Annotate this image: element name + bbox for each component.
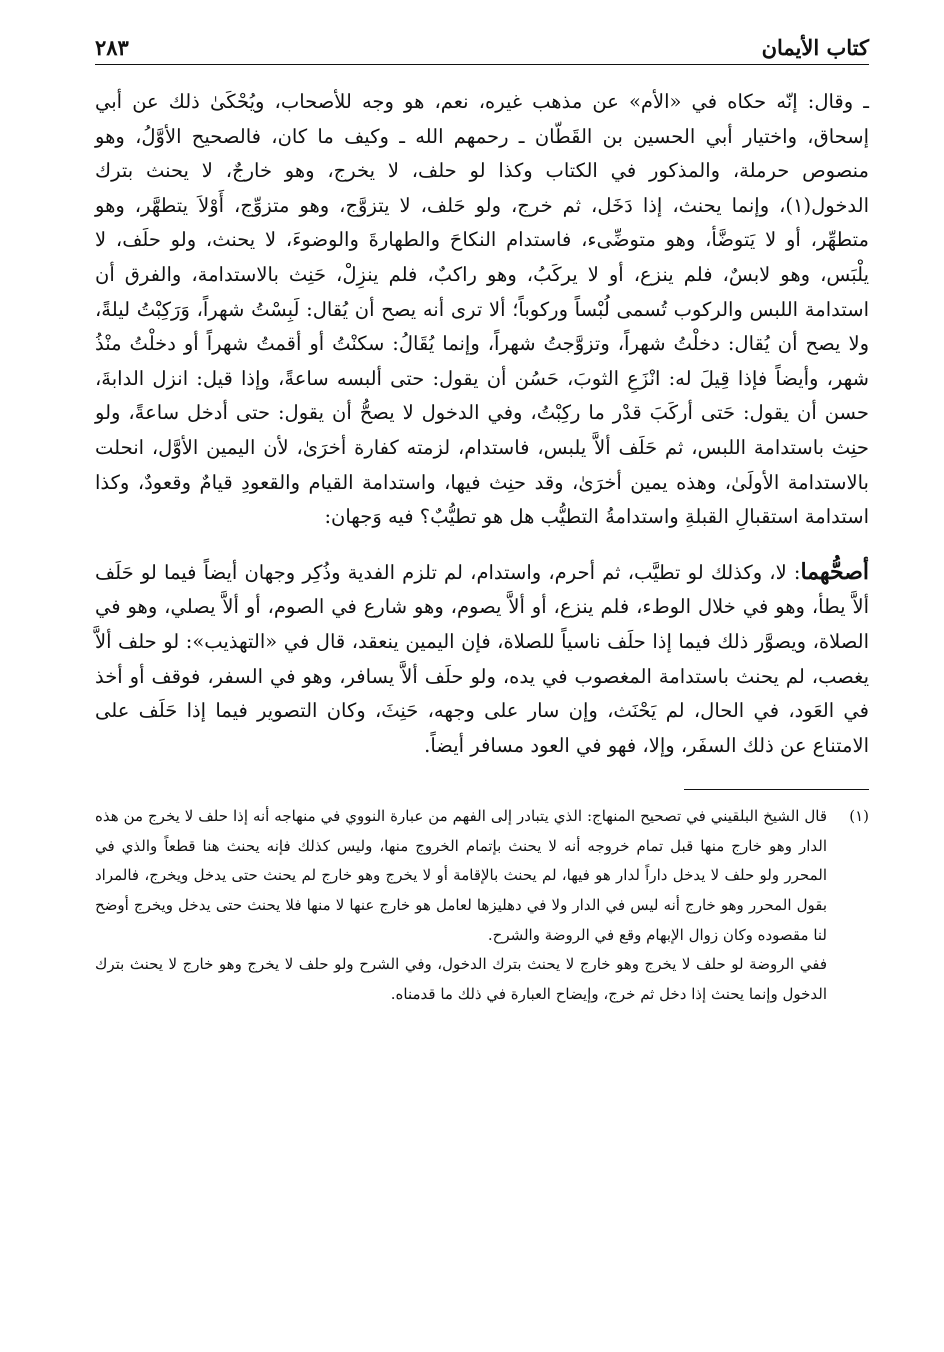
footnote-separator: [684, 789, 869, 790]
paragraph-text: ـ وقال: إنّه حكاه في «الأم» عن مذهب غيره، نعم، هو وجه للأصحاب، ويُحْكَىٰ ذلك عن أبي إسحاق، واختيار أبي الحسين بن القَطّان ـ رحمهم الله ـ وكيف ما كان، فالصحيح الأوَّلُ، وهو منصوص حرملة، والمذكور في الكتاب وكذا لو حلف، لا يخرج، وهو خارجٌ، لا يحنث بترك الدخول(١)، وإنما يحنث، إذا دَخَل، ثم خرج، ولو حَلف، لا يتزوَّج، وهو متزوِّج، أَوْلاَ يتطهَّر، وهو متطهِّر، أو لا يَتوضَّأ، وهو متوضِّىء، فاستدام النكاحَ والطهارةَ والوضوءَ، لا يحنث، ولو حلَف، لا يلْبَس، وهو لابسٌ، فلم ينزع، أو لا يركَبُ، وهو راكبٌ، فلم ينزِلْ، حَنِث بالاستدامة، والفرق أن استدامة اللبس والركوب تُسمى لُبْساً وركوباً؛ ألا ترى أنه يصح أن يُقال: لَبِسْتُ شهراً، وَرَكِبْتُ ليلةً، ولا يصح أن يُقال: دخلْتُ شهراً، وتزوَّجتُ شهراً، وإنما يُقَالُ: سكنْتُ أو أقمتُ شهراً أو دخلْتُ منْذُ شهر، وأيضاً فإذا قِيلَ له: انْزَعِ الثوبَ، حَسُن أن يقول: حتى ألبسه ساعةً، وإذا قيل: انزل الدابةَ، حسن أن يقول: حَتى أركَبَ قدْر ما ركِبْتُ، وفي الدخول لا يصحُّ أن يقول: حتى أدخل ساعةً، ولو حنِث باستدامة اللبس، ثم حَلَف ألاَّ يلبس، فاستدام، لزمته كفارة أخرَىٰ، لأن اليمين الأوَّل، انحلت بالاستدامة الأولَىٰ، وهذه يمين أخرَىٰ، وقد حنِث فيها، واستدامة القيام والقعودِ قيامٌ وقعودٌ، وكذا استدامة استقبالِ القبلةِ واستدامةُ التطيُّب هل هو تطيُّبٌ؟ فيه وَجهان:: [95, 90, 869, 529]
running-title: كتاب الأيمان: [761, 35, 869, 60]
footnote-paragraph-1: قال الشيخ البلقيني في تصحيح المنهاج: الذي يتبادر إلى الفهم من عبارة النووي في منهاجه أنه إذا حلف لا يخرج من هذه الدار وهو خارج منها قبل تمام خروجه أنه لا يحنث بإتمام الخروج منها، وليس كذلك فإنه يحنث هنا قطعاً والذي في المحرر ولو حلف لا يدخل داراً لدار هو فيها، لم يحنث بالإقامة أو لا يخرج وهو خارج لم يحنث حتى يدخل ويخرج، فالمراد بقول المحرر وهو خارج أنه ليس في الدار ولا في دهليزها لعامل هو خارج عنها لا منها فلا يحنث حتى يدخل ويخرج أوضح لنا مقصوده وكان زوال الإبهام وقع في الروضة والشرح.: [95, 807, 827, 944]
main-text: [95, 85, 869, 763]
page-number: ٢٨٣: [95, 35, 129, 60]
page-header: [95, 28, 869, 65]
footnote-body: [95, 802, 827, 1009]
footnote-paragraph-2: ففي الروضة لو حلف لا يخرج وهو خارج لا يحنث بترك الدخول، وفي الشرح ولو حلف لا يخرج وهو خارج لا يحنث بترك الدخول وإنما يحنث إذا دخل ثم خرج، وإيضاح العبارة في ذلك ما قدمناه.: [95, 955, 827, 1003]
footnote-marker: (١): [849, 807, 869, 826]
paragraph-text: : لا، وكذلك لو تطيَّب، ثم أحرم، واستدام، لم تلزم الفدية وذُكِر وجهان أيضاً فيما لو حَلَف ألاَّ يطأ، وهو في خلال الوطء، فلم ينزع، أو ألاَّ يصوم، وهو شارع في الصوم، أو ألاَّ يصلي، وهو في الصلاة، ويصوَّر ذلك فيما إذا حلَف ناسياً للصلاة، فإن اليمين ينعقد، قال في «التهذيب»: لو حلف ألاَّ يغصب، لم يحنث باستدامة المغصوب في يده، ولو حلَف ألاَّ يسافر، وهو في السفر، فوقف أو أخذ في العَود، في الحال، لم يَحْنَث، وإن سار على وجهه، حَنِثَ، وكان التصوير فيما إذا حَلَف على الامتناع عن ذلك السفَر، وإلا، فهو في العود مسافر أيضاً.: [95, 560, 869, 757]
paragraph-lead-word: أصحُّهما: [800, 558, 869, 585]
paragraph-1: [95, 85, 869, 535]
footnote: [95, 802, 869, 1009]
paragraph-2: [95, 555, 869, 764]
